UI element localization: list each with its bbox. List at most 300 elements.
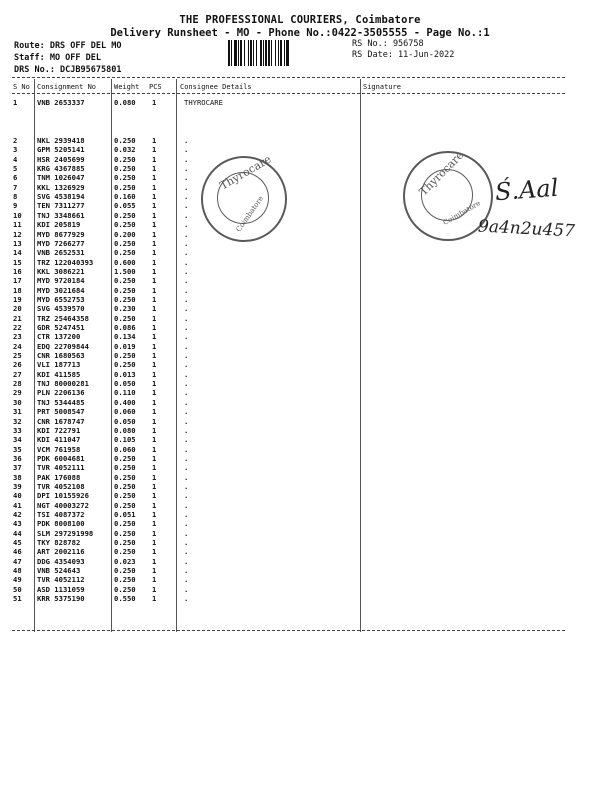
row-weight: 0.250 [114,538,136,548]
row-pcs: 1 [152,332,157,342]
row-weight: 0.250 [114,248,136,258]
row-pcs: 1 [152,182,157,192]
row-pcs: 1 [152,294,157,304]
row-pcs: 1 [152,407,157,417]
row-weight: 0.032 [114,145,136,155]
row-consignee: . [184,500,189,510]
row-consignment: KKL 3086221 [37,266,85,276]
row-sno: 9 [13,201,18,211]
table-row [0,417,600,426]
row-consignment: ASD 1131059 [37,584,85,594]
row-consignment: MYD 6552753 [37,294,85,304]
row-consignee: . [184,266,189,276]
row-consignment: VNB 2653337 [37,98,85,107]
row-sno: 19 [13,294,22,304]
row-consignee: . [184,154,189,164]
row-pcs: 1 [152,360,157,370]
row-sno: 24 [13,341,22,351]
row-weight: 0.050 [114,416,136,426]
table-row [0,454,600,463]
row-consignee: . [184,182,189,192]
table-row [0,304,600,313]
runsheet-title: Delivery Runsheet - MO - Phone No.:0422-3505555 - Page No.:1 [110,27,490,39]
row-pcs: 1 [152,210,157,220]
row-consignee: . [184,238,189,248]
row-consignment: TVR 4052108 [37,481,85,491]
row-sno: 45 [13,538,22,548]
row-sno: 42 [13,510,22,519]
table-row [0,351,600,360]
row-sno: 16 [13,266,22,276]
row-consignee: . [184,369,189,379]
row-consignee: . [184,210,189,220]
row-pcs: 1 [152,276,157,286]
col-header-weight: Weight [114,83,140,91]
row-weight: 0.250 [114,164,136,174]
row-pcs: 1 [152,164,157,174]
row-consignee: . [184,323,189,332]
row-weight: 0.080 [114,425,136,435]
table-row [0,164,600,173]
row-consignee: . [184,276,189,286]
row-weight: 0.250 [114,210,136,220]
row-consignee: . [184,510,189,519]
header-rule [12,93,565,94]
row-consignee: . [184,164,189,174]
table-row [0,435,600,444]
table-row [0,98,600,107]
row-weight: 0.250 [114,528,136,538]
table-row [0,510,600,519]
row-pcs: 1 [152,510,157,519]
table-row [0,267,600,276]
stamp-brand: Thyrocare [217,152,274,193]
row-weight: 0.550 [114,594,136,604]
row-consignment: DDG 4354093 [37,556,85,566]
row-pcs: 1 [152,173,157,183]
row-sno: 39 [13,481,22,491]
table-row [0,276,600,285]
row-weight: 0.250 [114,547,136,557]
row-consignment: KDI 411585 [37,369,81,379]
row-weight: 0.134 [114,332,136,342]
row-pcs: 1 [152,201,157,211]
stamp-city: Coimbatore [234,194,266,234]
row-weight: 0.013 [114,369,136,379]
row-weight: 0.250 [114,575,136,585]
row-consignment: KDI 722791 [37,425,81,435]
row-sno: 46 [13,547,22,557]
row-pcs: 1 [152,313,157,323]
row-consignee: . [184,566,189,576]
row-weight: 0.110 [114,388,136,398]
row-sno: 11 [13,220,22,230]
row-consignment: EDQ 22709844 [37,341,89,351]
row-consignment: CNR 1680563 [37,351,85,361]
row-sno: 41 [13,500,22,510]
row-consignee: . [184,519,189,529]
route-label: Route: DRS OFF DEL MO [14,41,122,51]
table-row [0,473,600,482]
row-weight: 0.250 [114,453,136,463]
row-pcs: 1 [152,481,157,491]
row-pcs: 1 [152,435,157,445]
table-row [0,388,600,397]
row-pcs: 1 [152,136,157,145]
row-sno: 20 [13,304,22,314]
row-weight: 0.050 [114,379,136,389]
row-weight: 0.250 [114,491,136,501]
col-header-consignee: Consignee Details [180,83,252,91]
row-consignee: . [184,229,189,239]
row-weight: 0.250 [114,351,136,361]
row-weight: 0.250 [114,481,136,491]
row-pcs: 1 [152,547,157,557]
top-rule [12,77,565,78]
row-weight: 0.250 [114,500,136,510]
table-row [0,426,600,435]
row-sno: 23 [13,332,22,342]
row-consignee: . [184,528,189,538]
row-consignee: . [184,435,189,445]
row-pcs: 1 [152,463,157,473]
table-row [0,491,600,500]
table-row [0,529,600,538]
row-sno: 22 [13,323,22,332]
row-pcs: 1 [152,500,157,510]
table-row [0,398,600,407]
row-sno: 29 [13,388,22,398]
row-consignee: . [184,285,189,295]
row-weight: 0.250 [114,519,136,529]
row-consignee: . [184,407,189,417]
table-row [0,360,600,369]
table-row [0,370,600,379]
rs-number: RS No.: 956758 [352,39,424,49]
row-sno: 51 [13,594,22,604]
table-row [0,155,600,164]
row-pcs: 1 [152,229,157,239]
row-consignment: TNJ 80000281 [37,379,89,389]
table-row [0,379,600,388]
row-consignment: SVG 4538194 [37,192,85,202]
row-consignment: TRZ 25464358 [37,313,89,323]
row-consignment: KRR 5375190 [37,594,85,604]
row-weight: 0.250 [114,294,136,304]
row-sno: 15 [13,257,22,267]
row-sno: 21 [13,313,22,323]
row-pcs: 1 [152,238,157,248]
row-sno: 32 [13,416,22,426]
table-row [0,501,600,510]
rs-date: RS Date: 11-Jun-2022 [352,50,455,60]
col-header-consignment: Consignment No [37,83,97,91]
row-consignment: PAK 176088 [37,472,81,482]
row-weight: 0.086 [114,323,136,332]
row-weight: 0.250 [114,276,136,286]
row-consignee: . [184,379,189,389]
row-pcs: 1 [152,594,157,604]
thyrocare-stamp [201,152,287,242]
row-pcs: 1 [152,379,157,389]
row-weight: 0.250 [114,472,136,482]
row-consignment: TVR 4052112 [37,575,85,585]
row-pcs: 1 [152,528,157,538]
row-consignee: . [184,294,189,304]
row-consignee: . [184,491,189,501]
row-pcs: 1 [152,351,157,361]
row-weight: 0.060 [114,444,136,454]
drs-number: DRS No.: DCJB95675801 [14,65,122,75]
row-consignment: DPI 10155926 [37,491,89,501]
row-consignee: . [184,481,189,491]
row-sno: 3 [13,145,18,155]
row-consignment: PDK 8008100 [37,519,85,529]
col-header-pcs: PCS [149,83,162,91]
table-row [0,519,600,528]
table-row [0,463,600,472]
row-weight: 0.250 [114,154,136,164]
row-weight: 0.105 [114,435,136,445]
table-row [0,136,600,145]
table-row [0,314,600,323]
row-pcs: 1 [152,491,157,501]
table-row [0,286,600,295]
row-sno: 4 [13,154,18,164]
row-consignment: TEN 7311277 [37,201,85,211]
row-sno: 48 [13,566,22,576]
row-consignee: . [184,556,189,566]
row-weight: 0.019 [114,341,136,351]
row-consignee: . [184,575,189,585]
row-consignment: VNB 524643 [37,566,81,576]
row-sno: 18 [13,285,22,295]
row-consignment: PDK 6004681 [37,453,85,463]
row-consignment: TKY 828782 [37,538,81,548]
row-consignment: SVG 4539570 [37,304,85,314]
row-sno: 2 [13,136,18,145]
row-pcs: 1 [152,304,157,314]
row-sno: 14 [13,248,22,258]
row-sno: 47 [13,556,22,566]
row-pcs: 1 [152,584,157,594]
row-weight: 0.600 [114,257,136,267]
row-pcs: 1 [152,566,157,576]
row-consignment: GDR 5247451 [37,323,85,332]
table-row [0,547,600,556]
row-consignment: VCM 761958 [37,444,81,454]
row-consignee: . [184,248,189,258]
table-row [0,482,600,491]
row-sno: 6 [13,173,18,183]
row-pcs: 1 [152,425,157,435]
row-weight: 0.250 [114,182,136,192]
row-sno: 1 [13,98,18,107]
row-consignment: VLI 187713 [37,360,81,370]
col-header-sno: S No [13,83,30,91]
row-sno: 43 [13,519,22,529]
row-consignment: VNB 2652531 [37,248,85,258]
row-consignee: . [184,463,189,473]
row-consignee: . [184,594,189,604]
row-pcs: 1 [152,145,157,155]
row-consignment: GPM 5205141 [37,145,85,155]
row-sno: 5 [13,164,18,174]
row-pcs: 1 [152,444,157,454]
table-row [0,566,600,575]
table-row [0,594,600,603]
row-consignment: TNJ 3348661 [37,210,85,220]
row-consignee: . [184,173,189,183]
row-pcs: 1 [152,154,157,164]
row-sno: 50 [13,584,22,594]
row-pcs: 1 [152,538,157,548]
staff-label: Staff: MO OFF DEL [14,53,101,63]
row-weight: 0.060 [114,407,136,417]
row-consignee: . [184,351,189,361]
row-pcs: 1 [152,416,157,426]
row-sno: 49 [13,575,22,585]
table-row [0,145,600,154]
row-consignment: HSR 2405699 [37,154,85,164]
row-sno: 8 [13,192,18,202]
row-weight: 0.250 [114,463,136,473]
row-consignee: . [184,192,189,202]
row-consignment: MYD 9720184 [37,276,85,286]
row-pcs: 1 [152,248,157,258]
signature-scrawl: Ś.Aal [494,173,560,207]
row-weight: 0.250 [114,313,136,323]
row-pcs: 1 [152,98,157,107]
row-consignee: . [184,538,189,548]
row-consignee: . [184,201,189,211]
row-pcs: 1 [152,192,157,202]
table-row [0,323,600,332]
table-row [0,332,600,341]
row-sno: 44 [13,528,22,538]
row-pcs: 1 [152,388,157,398]
row-weight: 0.250 [114,566,136,576]
row-consignment: MYD 8677929 [37,229,85,239]
row-consignee: . [184,416,189,426]
row-weight: 0.250 [114,584,136,594]
row-consignment: PLN 2206136 [37,388,85,398]
row-sno: 31 [13,407,22,417]
row-consignment: TNM 1026047 [37,173,85,183]
row-consignee: . [184,136,189,145]
stamp-brand: Thyrocare [416,148,467,199]
row-sno: 26 [13,360,22,370]
row-sno: 33 [13,425,22,435]
row-consignee: . [184,145,189,155]
row-weight: 0.055 [114,201,136,211]
row-consignment: TSI 4087372 [37,510,85,519]
row-consignee: . [184,388,189,398]
row-consignee: . [184,472,189,482]
row-sno: 27 [13,369,22,379]
row-consignment: KRG 4367885 [37,164,85,174]
stamp-city: Coimbatore [441,199,482,227]
row-weight: 0.160 [114,192,136,202]
company-title: THE PROFESSIONAL COURIERS, Coimbatore [179,14,421,26]
barcode [228,40,324,66]
row-consignment: KKL 1326929 [37,182,85,192]
table-row [0,295,600,304]
table-row [0,585,600,594]
table-row [0,407,600,416]
row-consignment: ART 2002116 [37,547,85,557]
row-sno: 36 [13,453,22,463]
row-sno: 40 [13,491,22,501]
table-row [0,342,600,351]
row-sno: 10 [13,210,22,220]
row-consignment: TNJ 5344485 [37,397,85,407]
row-weight: 0.250 [114,360,136,370]
row-pcs: 1 [152,285,157,295]
table-row [0,248,600,257]
row-weight: 1.500 [114,266,136,276]
row-consignment: PRT 5008547 [37,407,85,417]
row-consignee: . [184,341,189,351]
row-weight: 0.250 [114,173,136,183]
row-consignee: . [184,304,189,314]
row-pcs: 1 [152,266,157,276]
row-consignee: THYROCARE [184,98,223,107]
row-weight: 0.051 [114,510,136,519]
row-consignee: . [184,444,189,454]
table-row [0,445,600,454]
table-row [0,557,600,566]
row-sno: 30 [13,397,22,407]
row-pcs: 1 [152,397,157,407]
row-sno: 7 [13,182,18,192]
row-sno: 35 [13,444,22,454]
row-consignee: . [184,257,189,267]
row-consignee: . [184,584,189,594]
row-sno: 25 [13,351,22,361]
barcode-bar [289,40,290,66]
row-consignment: CNR 1678747 [37,416,85,426]
table-row [0,538,600,547]
row-consignment: NKL 2939418 [37,136,85,145]
row-pcs: 1 [152,472,157,482]
handwritten-number: 9a4n2u457 [477,216,576,242]
row-sno: 34 [13,435,22,445]
row-pcs: 1 [152,323,157,332]
row-consignment: MYD 3021684 [37,285,85,295]
row-weight: 0.400 [114,397,136,407]
row-pcs: 1 [152,220,157,230]
row-pcs: 1 [152,257,157,267]
col-header-signature: Signature [363,83,401,91]
bottom-rule [12,630,565,631]
row-weight: 0.250 [114,285,136,295]
row-pcs: 1 [152,556,157,566]
row-pcs: 1 [152,575,157,585]
row-consignee: . [184,397,189,407]
row-sno: 37 [13,463,22,473]
row-consignment: MYD 7266277 [37,238,85,248]
row-sno: 12 [13,229,22,239]
row-weight: 0.250 [114,220,136,230]
row-sno: 38 [13,472,22,482]
row-consignee: . [184,313,189,323]
row-weight: 0.023 [114,556,136,566]
table-row [0,575,600,584]
row-sno: 13 [13,238,22,248]
table-row [0,258,600,267]
row-sno: 28 [13,379,22,389]
